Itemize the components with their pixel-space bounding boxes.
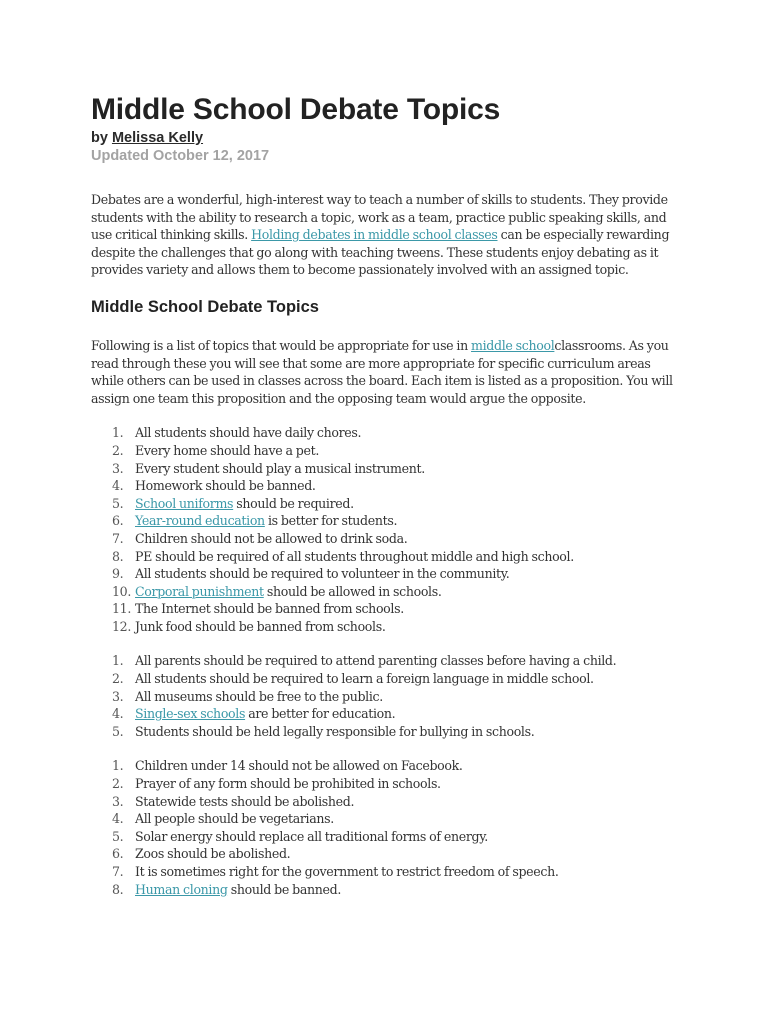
page-title: Middle School Debate Topics [91,93,501,126]
topics-intro-paragraph [91,337,681,407]
byline-prefix: by [91,130,112,146]
list-item [91,863,681,881]
list-item-number: 2. [112,776,124,792]
author-link[interactable]: Melissa Kelly [111,130,204,146]
list-item [91,723,681,741]
list-item-text: should be banned. [227,881,341,897]
list-item-number: 3. [112,688,124,704]
list-item-number: 8. [112,548,124,564]
list-item [91,530,681,548]
list-item [91,548,681,566]
list-item-text: Children under 14 should not be allowed on Facebook. [135,758,463,774]
section-heading: Middle School Debate Topics [91,297,319,316]
list-item-text: Students should be held legally responsible for bullying in schools. [135,723,535,739]
list-item [91,688,681,706]
topic-list-1 [91,424,681,635]
topic-link[interactable]: Year-round education [135,513,265,529]
list-item-text: Zoos should be abolished. [135,846,291,862]
topic-list-3 [91,757,681,898]
list-item-text: Junk food should be banned from schools. [135,618,386,634]
list-item-text: PE should be required of all students throughout middle and high school. [135,548,574,564]
list-item-number: 3. [112,793,124,809]
list-item-number: 12. [112,618,131,634]
list-item-text: Solar energy should replace all traditional forms of energy. [135,828,488,844]
list-item-text: is better for students. [264,513,398,529]
list-item-text: Homework should be banned. [135,478,316,494]
list-item [91,775,681,793]
byline [91,129,681,147]
list-item [91,670,681,688]
list-item [91,793,681,811]
list-item [91,442,681,460]
list-item-text: Prayer of any form should be prohibited in schools. [135,776,441,792]
list-item-text: should be required. [233,495,354,511]
middle-school-link[interactable]: middle school [471,337,555,353]
list-item-number: 1. [112,758,124,774]
list-item [91,845,681,863]
list-item-text: Every student should play a musical instrument. [135,460,425,476]
para2-text-1: Following is a list of topics that would be appropriate for use in [91,337,472,353]
list-item-text: should be allowed in schools. [263,583,442,599]
list-item [91,705,681,723]
list-item-text: Children should not be allowed to drink soda. [135,530,408,546]
list-item-number: 5. [112,495,124,511]
list-item [91,495,681,513]
article [91,92,681,898]
list-item [91,460,681,478]
list-item-number: 10. [112,583,131,599]
list-item [91,600,681,618]
list-item-number: 4. [112,478,124,494]
topic-link[interactable]: Corporal punishment [135,583,264,599]
list-item [91,512,681,530]
list-item-number: 9. [112,566,124,582]
para2-text-2: classrooms. As you read through these you will see that some are more appropriate for specific curriculum areas while others can be used in classes across the board. Each item is listed as a proposition. You will assign one team this proposition and the opposing team would argue the opposite. [91,337,673,406]
list-item [91,757,681,775]
list-item-number: 2. [112,442,124,458]
list-item [91,810,681,828]
topic-link[interactable]: Single-sex schools [135,706,246,722]
list-item [91,881,681,899]
list-item-text: All students should be required to volunteer in the community. [135,566,510,582]
list-item [91,565,681,583]
list-item-text: It is sometimes right for the government to restrict freedom of speech. [135,864,559,879]
list-item-text: All students should be required to learn a foreign language in middle school. [135,671,594,687]
list-item-number: 4. [112,706,124,722]
list-item-number: 11. [112,601,131,617]
intro-text-2: can be especially rewarding despite the challenges that go along with teaching tweens. These students enjoy debating as it provides variety and allows them to become passionately involved with an assigned topic. [91,227,670,278]
list-item-text: All parents should be required to attend parenting classes before having a child. [135,653,617,669]
list-item-text: The Internet should be banned from schools. [135,601,404,617]
list-item [91,652,681,670]
list-item-text: are better for education. [245,706,396,722]
list-item-number: 7. [112,530,124,546]
updated-date: Updated October 12, 2017 [91,148,270,164]
list-item [91,424,681,442]
list-item-number: 5. [112,723,124,739]
list-item [91,828,681,846]
holding-debates-link[interactable]: Holding debates in middle school classes [251,227,498,243]
list-item-text: Statewide tests should be abolished. [135,793,355,809]
topic-link[interactable]: Human cloning [135,881,228,897]
list-item-text: All museums should be free to the public. [135,688,383,704]
list-item-number: 7. [112,864,124,879]
list-item-number: 6. [112,513,124,529]
list-item-number: 1. [112,653,124,669]
list-item [91,477,681,495]
intro-paragraph [91,191,681,279]
list-item-number: 5. [112,828,124,844]
list-item-number: 4. [112,811,124,827]
list-item-text: All people should be vegetarians. [135,811,334,827]
list-item-number: 1. [112,425,124,441]
list-item-text: Every home should have a pet. [135,442,319,458]
list-item [91,583,681,601]
list-item-text: All students should have daily chores. [135,425,362,441]
intro-text-1: Debates are a wonderful, high-interest way to teach a number of skills to students. They provide students with the ability to research a topic, work as a team, practice public speaking skills, and use critical thinking skills. [91,192,668,243]
list-item-number: 3. [112,460,124,476]
list-item [91,618,681,636]
topic-list-2 [91,652,681,740]
list-item-number: 6. [112,846,124,862]
list-item-number: 8. [112,881,124,897]
topic-link[interactable]: School uniforms [135,495,234,511]
list-item-number: 2. [112,671,124,687]
